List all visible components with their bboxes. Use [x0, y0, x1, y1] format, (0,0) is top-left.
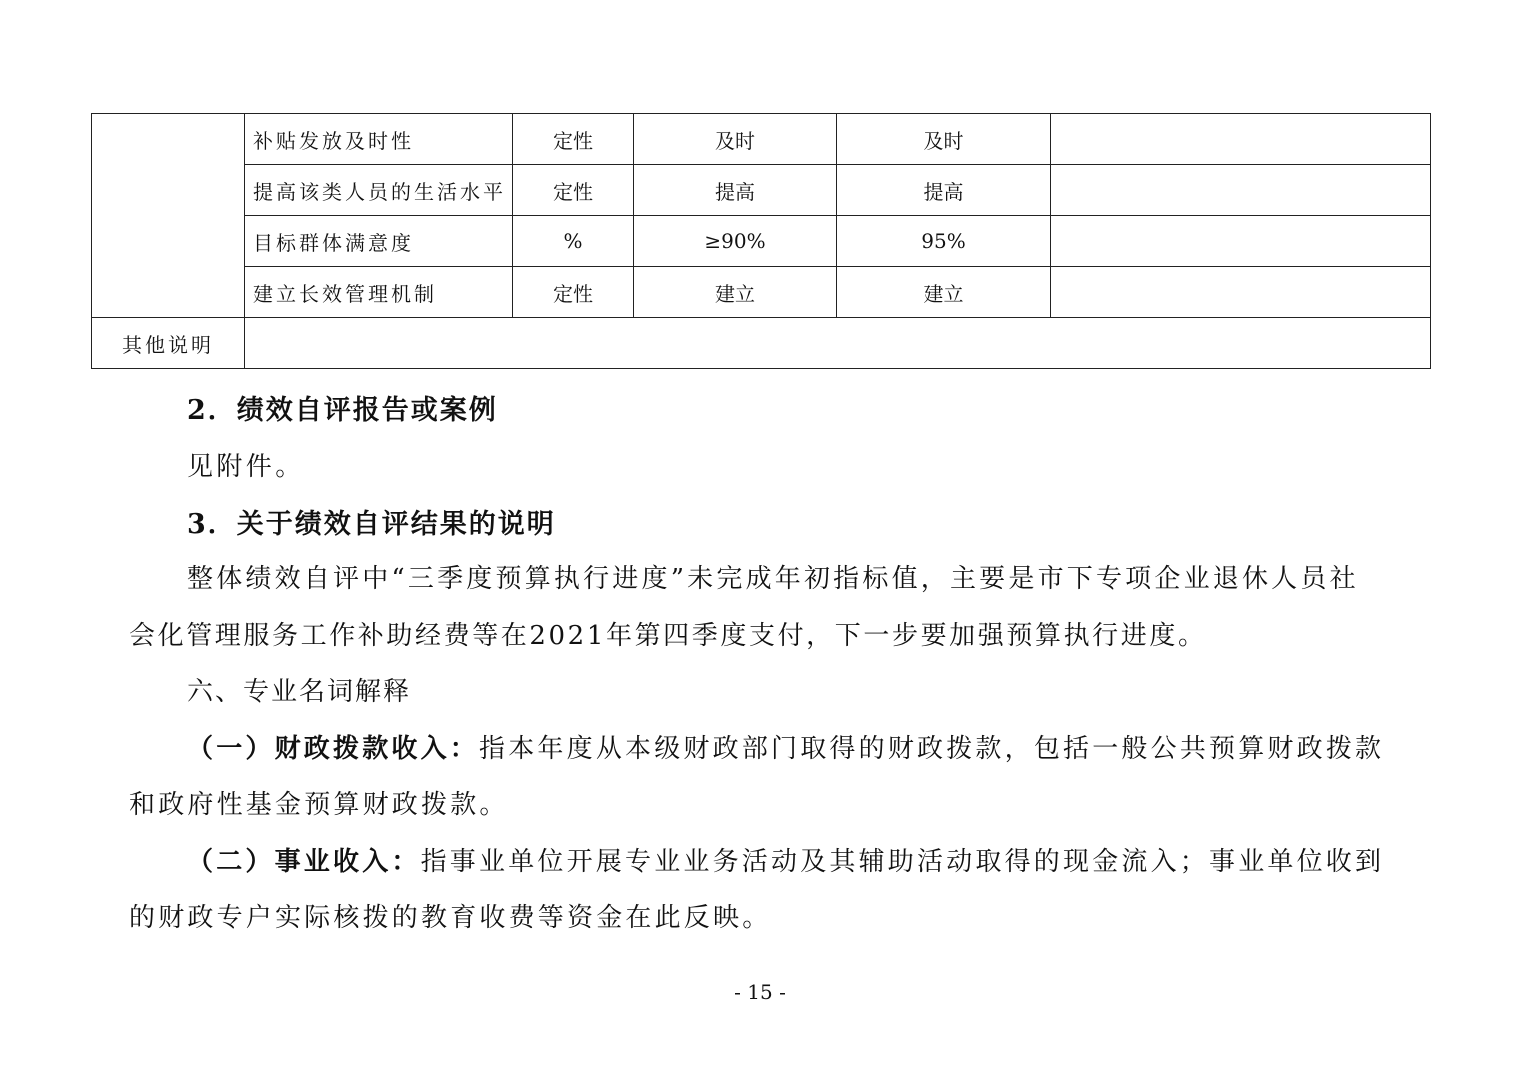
performance-indicator-table	[91, 113, 1431, 369]
unit-cell: 定性	[513, 267, 634, 318]
unit-cell: 定性	[513, 165, 634, 216]
note-cell	[1051, 216, 1431, 267]
target-cell: 建立	[634, 267, 837, 318]
section-3-line-1: 整体绩效自评中“三季度预算执行进度”未完成年初指标值，主要是市下专项企业退休人员社	[187, 564, 1359, 594]
actual-cell: 提高	[837, 165, 1051, 216]
table-row	[92, 165, 1431, 216]
actual-cell: 建立	[837, 267, 1051, 318]
target-cell: 及时	[634, 114, 837, 165]
note-cell	[1051, 165, 1431, 216]
term-1-definition: 指本年度从本级财政部门取得的财政拨款，包括一般公共预算财政拨款	[479, 734, 1385, 764]
actual-cell: 及时	[837, 114, 1051, 165]
other-notes-row	[92, 318, 1431, 369]
other-notes-label: 其他说明	[92, 318, 245, 369]
unit-cell: %	[513, 216, 634, 267]
table-row	[92, 216, 1431, 267]
target-cell: ≥90%	[634, 216, 837, 267]
section-6-heading: 六、专业名词解释	[187, 677, 412, 707]
category-cell	[92, 114, 245, 318]
term-1-label: （一）财政拨款收入：	[187, 734, 480, 764]
term-2-definition: 指事业单位开展专业业务活动及其辅助活动取得的现金流入；事业单位收到	[420, 847, 1385, 877]
other-notes-value	[245, 318, 1431, 369]
page-number: - 15 -	[734, 980, 786, 1004]
section-3-line-2: 会化管理服务工作补助经费等在2021年第四季度支付，下一步要加强预算执行进度。	[129, 621, 1207, 651]
section-2-heading: 2．绩效自评报告或案例	[187, 395, 498, 426]
unit-cell: 定性	[513, 114, 634, 165]
target-cell: 提高	[634, 165, 837, 216]
indicator-cell: 建立长效管理机制	[245, 267, 513, 318]
term-2-line-2: 的财政专户实际核拨的教育收费等资金在此反映。	[129, 903, 772, 933]
table-row	[92, 267, 1431, 318]
indicator-cell: 补贴发放及时性	[245, 114, 513, 165]
term-1-line-1	[187, 728, 1384, 765]
term-2-line-1	[187, 841, 1384, 878]
indicator-cell: 目标群体满意度	[245, 216, 513, 267]
term-1-line-2: 和政府性基金预算财政拨款。	[129, 790, 509, 820]
actual-cell: 95%	[837, 216, 1051, 267]
section-2-text: 见附件。	[187, 452, 305, 482]
indicator-cell: 提高该类人员的生活水平	[245, 165, 513, 216]
term-2-label: （二）事业收入：	[187, 847, 421, 877]
note-cell	[1051, 267, 1431, 318]
table-row	[92, 114, 1431, 165]
note-cell	[1051, 114, 1431, 165]
section-3-heading: 3．关于绩效自评结果的说明	[187, 509, 556, 540]
